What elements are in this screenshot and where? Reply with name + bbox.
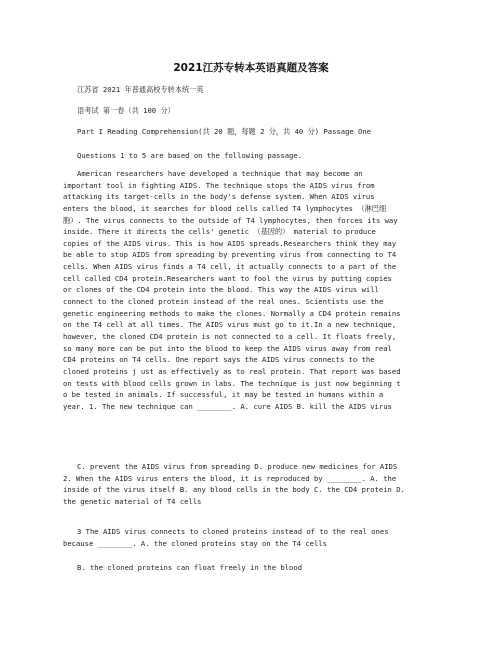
passage-line: genetic engineering methods to make the clones. Normally a CD4 protein remains: [63, 308, 401, 318]
passage-line: attacking its target-cells in the body's defense system. When AIDS virus: [63, 192, 375, 202]
passage-line: so many more can be put into the blood to keep the AIDS virus away from real: [63, 343, 392, 353]
question-line: the genetic material of T4 cells: [63, 496, 202, 506]
question-line: inside of the virus itself B. any blood cells in the body C. the CD4 protein D.: [63, 485, 405, 495]
passage-line: 胞）. The virus connects to the outside of T4 lymphocytes, then forces its way: [63, 215, 398, 225]
question-line: 3 The AIDS virus connects to cloned proteins instead of to the real ones: [77, 527, 389, 536]
passage-line: be able to stop AIDS from spreading by preventing virus from connecting to T4: [63, 250, 397, 260]
passage-line: on the T4 cell at all times. The AIDS virus must go to it.In a new technique,: [63, 320, 397, 330]
document-title: 2021江苏专转本英语真题及答案: [173, 62, 329, 74]
passage-line: American researchers have developed a technique that may become an: [77, 169, 363, 178]
passage-line: cells. When AIDS virus finds a T4 cell, it actually connects to a part of the: [63, 262, 397, 272]
passage-line: or clones of the CD4 protein into the blood. This way the AIDS virus will: [63, 285, 379, 295]
part-heading: Part I Reading Comprehension(共 20 题，每题 2 分，共 40 分) Passage One: [77, 127, 372, 136]
passage-line: however, the cloned CD4 protein is not connected to a cell. It floats freely,: [63, 331, 397, 341]
question-3-block: [63, 526, 423, 549]
passage-line: inside. There it directs the cells' genetic （基因的） material to produce: [63, 227, 376, 237]
subtitle-line: 江苏省 2021 年普通高校专转本统一英: [77, 85, 204, 94]
passage-line: year. 1. The new technique can ________. A. cure AIDS B. kill the AIDS virus: [63, 401, 392, 411]
questions-intro: Questions 1 to 5 are based on the following passage.: [77, 151, 303, 160]
passage-line: important tool in fighting AIDS. The technique stops the AIDS virus from: [63, 180, 375, 190]
passage-paragraph: [63, 168, 423, 412]
question-3-option-b: B. the cloned proteins can float freely in the blood: [77, 563, 303, 572]
question-line: 2. When the AIDS virus enters the blood, it is reproduced by ________. A. the: [63, 473, 397, 483]
passage-line: enters the blood, it searches for blood cells called T4 lymphocytes （淋巴细: [63, 203, 387, 213]
questions-1-2-block: [63, 461, 423, 508]
passage-line: cloned proteins j ust as effectively as to real protein. That report was based: [63, 366, 401, 376]
passage-line: cell called CD4 protein.Researchers want to fool the virus by putting copies: [63, 273, 392, 283]
passage-line: copies of the AIDS virus. This is how AIDS spreads.Researchers think they may: [63, 238, 397, 248]
exam-line: 语考试 第一卷（共 100 分）: [77, 106, 175, 115]
passage-line: connect to the cloned protein instead of the real ones. Scientists use the: [63, 297, 384, 307]
passage-line: CD4 proteins on T4 cells. One report says the AIDS virus connects to the: [63, 355, 375, 365]
passage-line: on tests with blood cells grown in labs. The technique is just now beginning t: [63, 378, 401, 388]
question-line: C. prevent the AIDS virus from spreading D. produce new medicines for AIDS: [77, 462, 398, 471]
passage-line: o be tested in animals. If successful, it may be tested in humans within a: [63, 390, 384, 400]
question-line: because ________. A. the cloned proteins stay on the T4 cells: [63, 538, 327, 548]
